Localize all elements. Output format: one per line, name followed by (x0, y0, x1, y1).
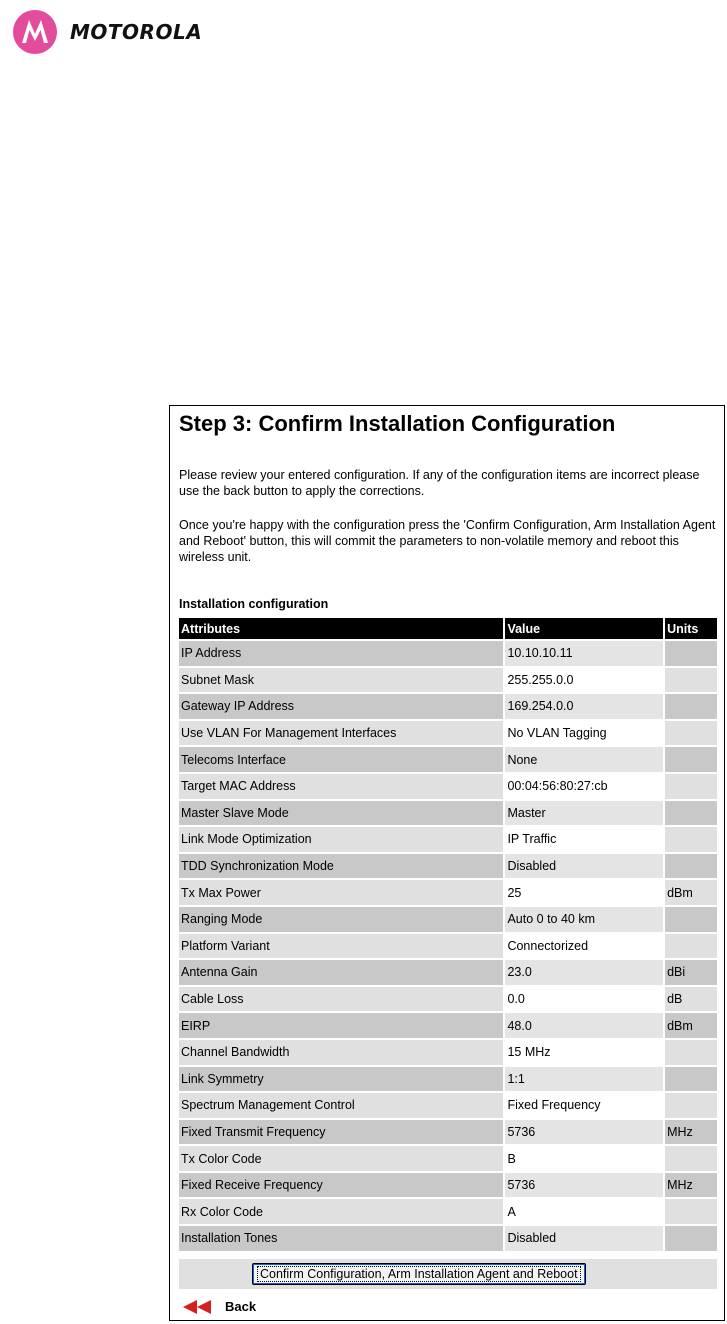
value-cell: 255.255.0.0 (505, 668, 663, 693)
value-cell: Disabled (505, 854, 663, 879)
column-header-units: Units (665, 618, 717, 639)
back-link-label: Back (225, 1299, 257, 1314)
unit-cell (665, 668, 717, 693)
brand-name: MOTOROLA (70, 20, 203, 44)
table-row (179, 880, 717, 905)
table-row (179, 747, 717, 772)
table-row (179, 854, 717, 879)
value-cell: Disabled (505, 1226, 663, 1251)
unit-cell (665, 774, 717, 799)
unit-cell (665, 641, 717, 666)
value-cell: 5736 (505, 1173, 663, 1198)
installation-config-table (177, 616, 719, 1253)
table-row (179, 960, 717, 985)
attribute-cell: Use VLAN For Management Interfaces (179, 721, 503, 746)
attribute-cell: Antenna Gain (179, 960, 503, 985)
value-cell: 48.0 (505, 1013, 663, 1038)
attribute-cell: Link Symmetry (179, 1067, 503, 1092)
value-cell: 1:1 (505, 1067, 663, 1092)
value-cell: Master (505, 801, 663, 826)
attribute-cell: Cable Loss (179, 987, 503, 1012)
unit-cell (665, 1067, 717, 1092)
attribute-cell: Gateway IP Address (179, 694, 503, 719)
unit-cell: dB (665, 987, 717, 1012)
value-cell: A (505, 1199, 663, 1224)
attribute-cell: Tx Color Code (179, 1146, 503, 1171)
attribute-cell: Subnet Mask (179, 668, 503, 693)
installation-wizard-panel (169, 405, 725, 1321)
value-cell: 23.0 (505, 960, 663, 985)
value-cell: None (505, 747, 663, 772)
unit-cell (665, 801, 717, 826)
attribute-cell: Target MAC Address (179, 774, 503, 799)
unit-cell (665, 747, 717, 772)
table-row (179, 721, 717, 746)
action-bar (179, 1259, 717, 1289)
value-cell: IP Traffic (505, 827, 663, 852)
attribute-cell: Ranging Mode (179, 907, 503, 932)
table-row (179, 827, 717, 852)
table-row (179, 934, 717, 959)
value-cell: B (505, 1146, 663, 1171)
value-cell: No VLAN Tagging (505, 721, 663, 746)
attribute-cell: Fixed Receive Frequency (179, 1173, 503, 1198)
unit-cell (665, 694, 717, 719)
table-row (179, 694, 717, 719)
value-cell: 00:04:56:80:27:cb (505, 774, 663, 799)
attribute-cell: IP Address (179, 641, 503, 666)
value-cell: 15 MHz (505, 1040, 663, 1065)
value-cell: 169.254.0.0 (505, 694, 663, 719)
brand-logo (13, 9, 202, 55)
attribute-cell: Channel Bandwidth (179, 1040, 503, 1065)
table-row (179, 1120, 717, 1145)
unit-cell (665, 827, 717, 852)
motorola-batwing-icon (13, 10, 57, 54)
attribute-cell: EIRP (179, 1013, 503, 1038)
table-row (179, 801, 717, 826)
table-row (179, 641, 717, 666)
unit-cell: dBm (665, 1013, 717, 1038)
attribute-cell: Telecoms Interface (179, 747, 503, 772)
value-cell: 0.0 (505, 987, 663, 1012)
back-link[interactable] (183, 1299, 256, 1314)
attribute-cell: TDD Synchronization Mode (179, 854, 503, 879)
column-header-attributes: Attributes (179, 618, 503, 639)
unit-cell (665, 1226, 717, 1251)
attribute-cell: Installation Tones (179, 1226, 503, 1251)
table-row (179, 1013, 717, 1038)
unit-cell (665, 934, 717, 959)
unit-cell (665, 721, 717, 746)
confirm-explanation-paragraph: Once you're happy with the configuration press the 'Confirm Configuration, Arm Installation Agent and Reboot' button, this will commit the parameters to non-volatile memory and reboot this wireless unit. (179, 518, 716, 564)
unit-cell (665, 1093, 717, 1118)
attribute-cell: Link Mode Optimization (179, 827, 503, 852)
value-cell: Fixed Frequency (505, 1093, 663, 1118)
attribute-cell: Fixed Transmit Frequency (179, 1120, 503, 1145)
table-row (179, 907, 717, 932)
table-body (179, 641, 717, 1251)
attribute-cell: Tx Max Power (179, 880, 503, 905)
unit-cell (665, 1040, 717, 1065)
unit-cell: MHz (665, 1120, 717, 1145)
instructions-paragraph: Please review your entered configuration. If any of the configuration items are incorrect please use the back button to apply the corrections. (179, 468, 700, 498)
value-cell: Connectorized (505, 934, 663, 959)
unit-cell (665, 1146, 717, 1171)
table-row (179, 668, 717, 693)
table-row (179, 1146, 717, 1171)
table-row (179, 1093, 717, 1118)
table-header-row (179, 618, 717, 639)
attribute-cell: Rx Color Code (179, 1199, 503, 1224)
attribute-cell: Master Slave Mode (179, 801, 503, 826)
column-header-value: Value (505, 618, 663, 639)
value-cell: 25 (505, 880, 663, 905)
unit-cell (665, 854, 717, 879)
table-row (179, 987, 717, 1012)
attribute-cell: Spectrum Management Control (179, 1093, 503, 1118)
unit-cell (665, 1199, 717, 1224)
section-title: Installation configuration (179, 597, 329, 611)
unit-cell: dBm (665, 880, 717, 905)
confirm-button-label: Confirm Configuration, Arm Installation Agent and Reboot (257, 1266, 581, 1282)
table-row (179, 1226, 717, 1251)
unit-cell (665, 907, 717, 932)
table-row (179, 1067, 717, 1092)
attribute-cell: Platform Variant (179, 934, 503, 959)
confirm-configuration-button[interactable] (252, 1263, 586, 1285)
value-cell: 10.10.10.11 (505, 641, 663, 666)
unit-cell: dBi (665, 960, 717, 985)
value-cell: 5736 (505, 1120, 663, 1145)
table-row (179, 1199, 717, 1224)
unit-cell: MHz (665, 1173, 717, 1198)
double-arrow-left-icon (183, 1300, 213, 1314)
table-row (179, 774, 717, 799)
value-cell: Auto 0 to 40 km (505, 907, 663, 932)
table-row (179, 1040, 717, 1065)
table-row (179, 1173, 717, 1198)
page-title: Step 3: Confirm Installation Configuration (179, 411, 616, 436)
